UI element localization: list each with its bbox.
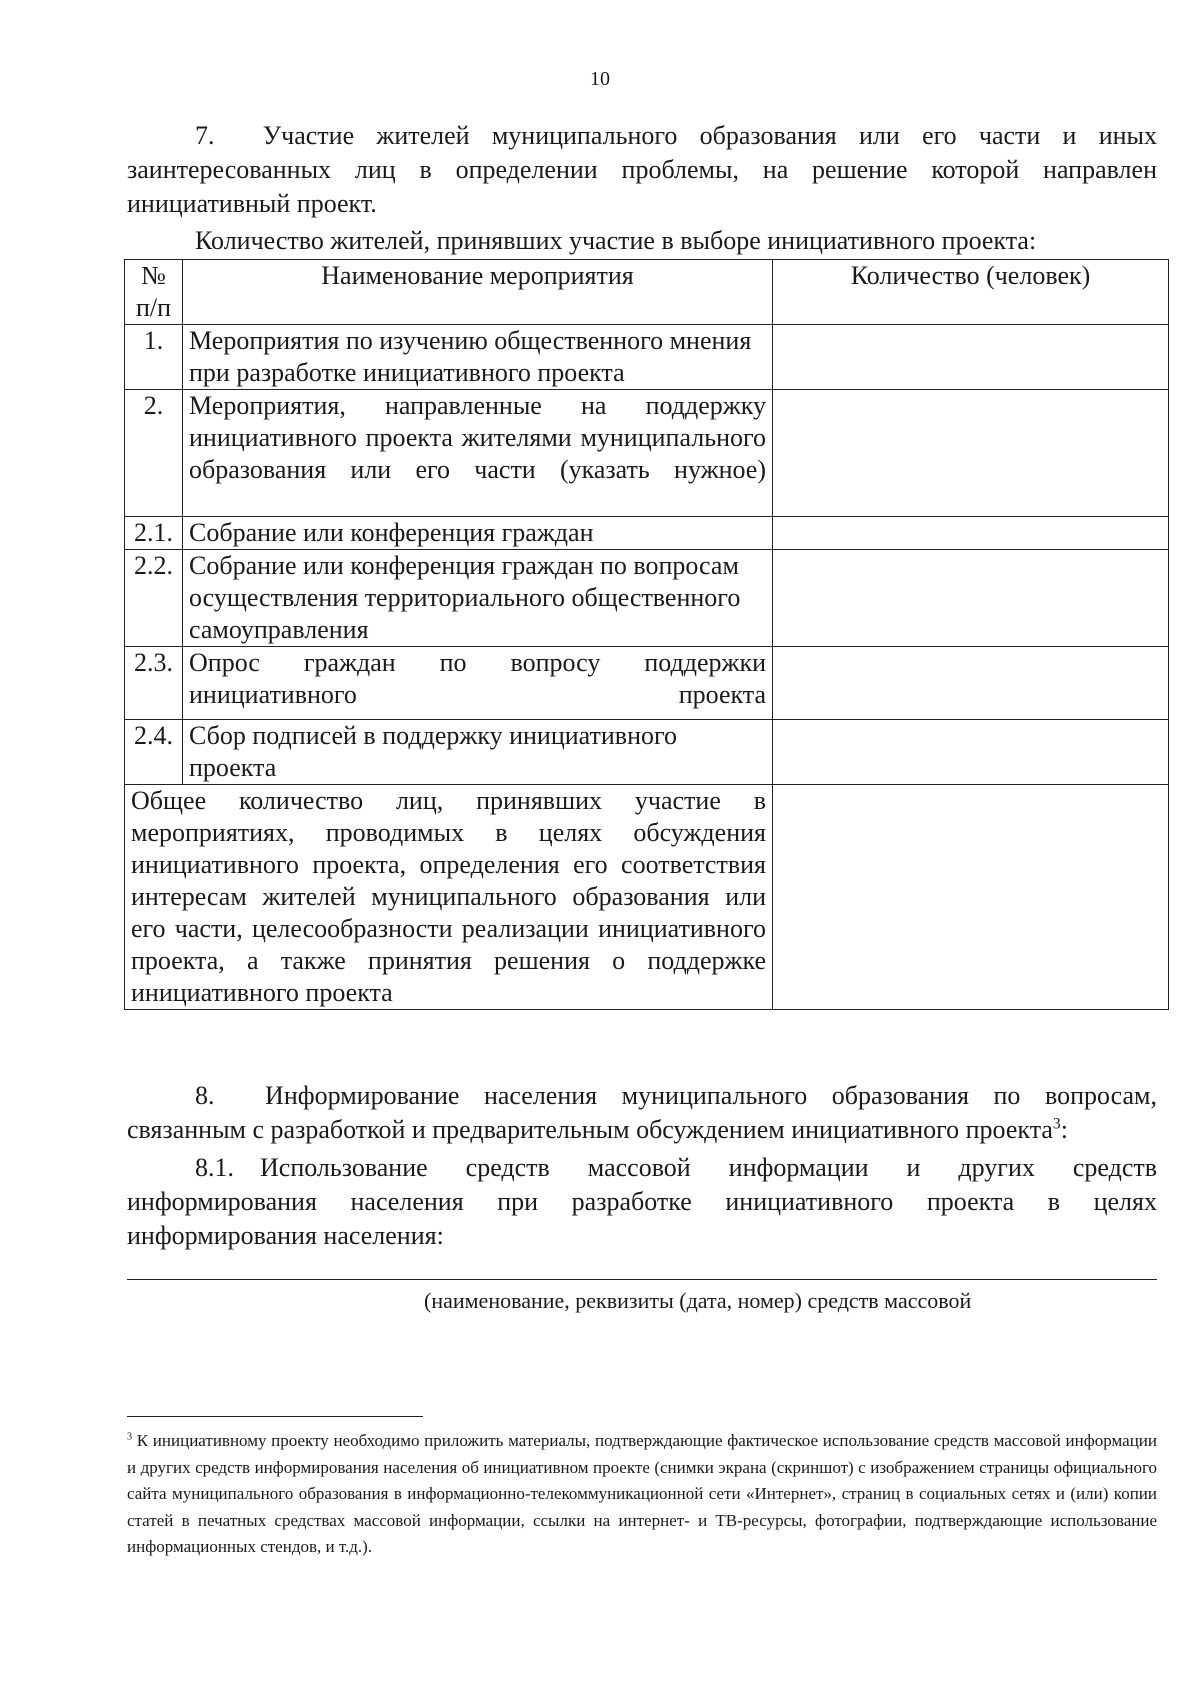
row-event-name: Сбор подписей в поддержку инициативного проекта	[183, 720, 773, 785]
section-8-paragraph	[127, 1079, 1157, 1147]
table-row	[125, 517, 1169, 550]
total-quantity-cell[interactable]	[773, 785, 1169, 1010]
row-number: 2.3.	[125, 647, 183, 720]
row-number: 2.1.	[125, 517, 183, 550]
row-quantity-cell[interactable]	[773, 720, 1169, 785]
section-8-1-paragraph: 8.1. Использование средств массовой информации и других средств информирования населения при разработке инициативного проекта в целях информирования населения:	[127, 1153, 1157, 1250]
row-quantity-cell[interactable]	[773, 647, 1169, 720]
fill-in-line[interactable]	[127, 1279, 1157, 1280]
row-event-name: Собрание или конференция граждан по вопросам осуществления территориального общественного самоуправления	[183, 550, 773, 647]
row-number: 1.	[125, 325, 183, 390]
table-header-row	[125, 260, 1169, 325]
row-quantity-cell[interactable]	[773, 390, 1169, 517]
row-quantity-cell[interactable]	[773, 517, 1169, 550]
row-event-name: Мероприятия, направленные на поддержку инициативного проекта жителями муниципального образования или его части (указать нужное)	[183, 390, 773, 517]
section-7-paragraph: 7. Участие жителей муниципального образования или его части и иных заинтересованных лиц в определении проблемы, на решение которой направлен инициативный проект.	[127, 121, 1157, 218]
row-event-name: Опрос граждан по вопросу поддержки инициативного проекта	[183, 647, 773, 720]
footnote-separator	[127, 1416, 423, 1417]
fill-in-line-caption: (наименование, реквизиты (дата, номер) средств массовой	[424, 1288, 972, 1313]
table-row	[125, 720, 1169, 785]
events-table	[124, 259, 1169, 1010]
footnote-marker: 3	[127, 1431, 133, 1443]
footnote-reference: 3	[1052, 1115, 1061, 1133]
row-event-name: Собрание или конференция граждан	[183, 517, 773, 550]
footnote	[127, 1428, 1157, 1561]
table-row	[125, 550, 1169, 647]
header-event-name: Наименование мероприятия	[183, 260, 773, 325]
header-quantity: Количество (человек)	[773, 260, 1169, 325]
row-quantity-cell[interactable]	[773, 550, 1169, 647]
page-number: 10	[590, 68, 610, 90]
row-number: 2.2.	[125, 550, 183, 647]
row-quantity-cell[interactable]	[773, 325, 1169, 390]
section-8-text: 8. Информирование населения муниципального образования по вопросам, связанным с разработкой и предварительным обсуждением инициативного проекта	[127, 1081, 1157, 1144]
section-8-colon: :	[1060, 1115, 1068, 1144]
row-number: 2.4.	[125, 720, 183, 785]
header-number: № п/п	[125, 260, 183, 325]
table-row	[125, 647, 1169, 720]
participants-count-caption: Количество жителей, принявших участие в выборе инициативного проекта:	[195, 226, 1037, 255]
row-event-name: Мероприятия по изучению общественного мнения при разработке инициативного проекта	[183, 325, 773, 390]
table-row	[125, 325, 1169, 390]
total-label: Общее количество лиц, принявших участие в мероприятиях, проводимых в целях обсуждения инициативного проекта, определения его соответствия интересам жителей муниципального образования или его части, целесообразности реализации инициативного проекта, а также принятия решения о поддержке инициативного проекта	[125, 785, 773, 1010]
footnote-text: К инициативному проекту необходимо приложить материалы, подтверждающие фактическое использование средств массовой информации и других средств информирования населения об инициативном проекте (снимки экрана (скриншот) с изображением страницы официального сайта муниципального образования в информационно-телекоммуникационной сети «Интернет», страниц в социальных сетях и (или) копии статей в печатных средствах массовой информации, ссылки на интернет- и ТВ-ресурсы, фотографии, подтверждающие использование информационных стендов, и т.д.).	[127, 1431, 1157, 1556]
table-total-row	[125, 785, 1169, 1010]
row-number: 2.	[125, 390, 183, 517]
table-row	[125, 390, 1169, 517]
